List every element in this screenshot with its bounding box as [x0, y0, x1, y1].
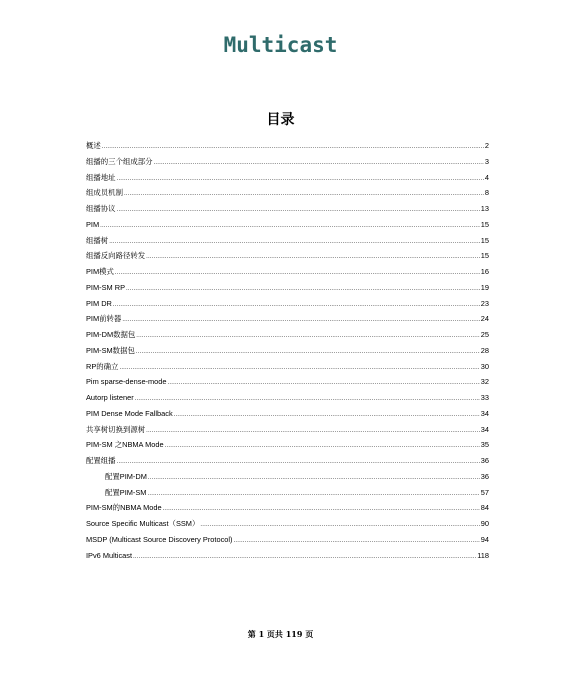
- toc-entry-page-number: 28: [480, 345, 489, 355]
- toc-entry[interactable]: [86, 217, 489, 233]
- toc-entry-label: 组成员机制: [86, 188, 123, 198]
- toc-entry-label: Pim sparse-dense-mode: [86, 377, 167, 387]
- toc-entry-page-number: 4: [484, 172, 489, 182]
- table-of-contents: [86, 138, 489, 563]
- toc-entry[interactable]: [86, 437, 489, 453]
- toc-entry[interactable]: [86, 138, 489, 154]
- toc-entry-page-number: 2: [484, 141, 489, 150]
- toc-heading: 目录: [266, 112, 295, 128]
- toc-entry-label: 组播协议: [86, 204, 116, 213]
- toc-leader-dots: [124, 187, 484, 203]
- toc-leader-dots: [136, 345, 480, 361]
- toc-entry-label: PIM: [86, 219, 100, 229]
- toc-entry-label: 组播树: [86, 235, 109, 245]
- toc-leader-dots: [148, 471, 480, 487]
- toc-entry[interactable]: [86, 422, 489, 438]
- toc-entry-label: RP的确立: [86, 361, 119, 371]
- toc-leader-dots: [146, 250, 480, 266]
- toc-leader-dots: [117, 455, 480, 471]
- toc-entry[interactable]: [86, 406, 489, 422]
- toc-entry[interactable]: [86, 485, 489, 501]
- toc-entry-label: PIM DR: [86, 298, 112, 308]
- toc-entry[interactable]: [86, 359, 489, 375]
- toc-entry-page-number: 84: [480, 503, 489, 513]
- toc-leader-dots: [133, 550, 476, 566]
- page-footer: 第 1 页共 119 页: [247, 629, 314, 639]
- toc-entry-label: 概述: [86, 141, 101, 150]
- toc-entry-page-number: 90: [480, 519, 489, 528]
- toc-leader-dots: [119, 361, 479, 377]
- toc-entry[interactable]: [86, 500, 489, 516]
- toc-entry-page-number: 34: [480, 408, 489, 418]
- toc-leader-dots: [113, 298, 480, 314]
- toc-leader-dots: [126, 282, 480, 298]
- toc-leader-dots: [234, 534, 480, 550]
- toc-entry-label: 配置PIM-SM: [105, 487, 147, 497]
- toc-entry[interactable]: [86, 516, 489, 532]
- toc-entry-page-number: 35: [480, 440, 489, 450]
- toc-entry[interactable]: [86, 311, 489, 327]
- toc-leader-dots: [109, 235, 480, 251]
- toc-leader-dots: [122, 313, 479, 329]
- toc-leader-dots: [163, 502, 480, 518]
- toc-leader-dots: [165, 439, 480, 455]
- toc-entry-page-number: 13: [480, 204, 489, 213]
- document-title: Multicast: [223, 33, 338, 57]
- toc-entry[interactable]: [86, 453, 489, 469]
- toc-leader-dots: [200, 518, 479, 534]
- toc-entry-page-number: 36: [480, 471, 489, 481]
- toc-entry-page-number: 19: [480, 282, 489, 292]
- toc-leader-dots: [168, 376, 480, 392]
- toc-entry-label: IPv6 Multicast: [86, 550, 133, 560]
- toc-entry[interactable]: [86, 233, 489, 249]
- toc-entry-page-number: 94: [480, 534, 489, 544]
- toc-leader-dots: [115, 266, 480, 282]
- toc-entry-label: PIM-SM RP: [86, 282, 126, 292]
- toc-entry-label: 组播地址: [86, 172, 116, 182]
- toc-leader-dots: [100, 219, 480, 235]
- toc-entry[interactable]: [86, 248, 489, 264]
- toc-leader-dots: [117, 203, 480, 219]
- toc-entry[interactable]: [86, 185, 489, 201]
- toc-entry-page-number: 32: [480, 377, 489, 387]
- toc-entry-page-number: 16: [480, 267, 489, 276]
- toc-entry[interactable]: [86, 296, 489, 312]
- toc-entry[interactable]: [86, 390, 489, 406]
- toc-entry[interactable]: [86, 469, 489, 485]
- toc-entry-page-number: 33: [480, 393, 489, 402]
- toc-entry[interactable]: [86, 532, 489, 548]
- toc-entry-label: PIM Dense Mode Fallback: [86, 408, 173, 418]
- toc-entry-page-number: 30: [480, 361, 489, 371]
- toc-entry-page-number: 3: [484, 156, 489, 166]
- toc-entry-page-number: 36: [480, 456, 489, 465]
- toc-entry-label: PIM前转器: [86, 314, 122, 324]
- toc-entry-page-number: 24: [480, 314, 489, 324]
- toc-leader-dots: [147, 487, 479, 503]
- toc-entry-label: 共享树切换到源树: [86, 424, 146, 434]
- toc-entry-label: 组播的三个组成部分: [86, 156, 153, 166]
- toc-entry[interactable]: [86, 201, 489, 217]
- toc-leader-dots: [146, 424, 480, 440]
- toc-entry[interactable]: [86, 374, 489, 390]
- toc-entry-page-number: 8: [484, 188, 489, 198]
- toc-entry-label: PIM模式: [86, 267, 114, 276]
- toc-entry-page-number: 118: [477, 550, 489, 560]
- toc-entry[interactable]: [86, 154, 489, 170]
- toc-entry-label: Autorp listener: [86, 393, 134, 402]
- toc-entry-label: MSDP (Multicast Source Discovery Protocol): [86, 534, 233, 544]
- toc-entry[interactable]: [86, 280, 489, 296]
- toc-leader-dots: [154, 156, 484, 172]
- toc-entry-label: PIM-SM 之NBMA Mode: [86, 440, 164, 450]
- toc-entry-page-number: 15: [480, 219, 489, 229]
- toc-leader-dots: [117, 172, 484, 188]
- toc-entry-page-number: 25: [480, 330, 489, 339]
- toc-leader-dots: [174, 408, 480, 424]
- toc-entry[interactable]: [86, 170, 489, 186]
- toc-entry-label: PIM-SM的NBMA Mode: [86, 503, 162, 513]
- toc-entry-page-number: 34: [480, 424, 489, 434]
- toc-entry-page-number: 15: [480, 235, 489, 245]
- toc-leader-dots: [136, 329, 479, 345]
- toc-entry-label: PIM-SM数据包: [86, 345, 135, 355]
- toc-entry-label: 配置PIM-DM: [105, 471, 147, 481]
- toc-leader-dots: [102, 140, 484, 156]
- toc-entry-label: 配置组播: [86, 456, 116, 465]
- toc-entry[interactable]: [86, 327, 489, 343]
- toc-leader-dots: [135, 392, 480, 408]
- toc-entry[interactable]: [86, 264, 489, 280]
- toc-entry-label: Source Specific Multicast（SSM）: [86, 519, 200, 528]
- toc-entry-page-number: 23: [480, 298, 489, 308]
- toc-entry-label: PIM-DM数据包: [86, 330, 136, 339]
- toc-entry-page-number: 15: [480, 251, 489, 261]
- toc-entry[interactable]: [86, 548, 489, 564]
- toc-entry[interactable]: [86, 343, 489, 359]
- toc-entry-page-number: 57: [480, 487, 489, 497]
- toc-entry-label: 组播反向路径转发: [86, 251, 146, 261]
